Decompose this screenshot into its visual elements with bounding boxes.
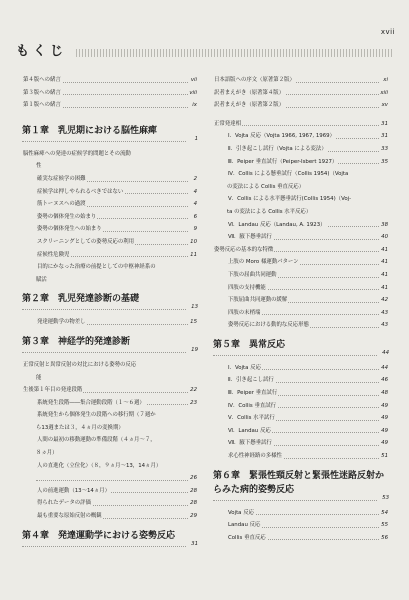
- toc-entry: [213, 282, 389, 295]
- chapter-leader: [22, 306, 198, 314]
- toc-entry-continuation: 能: [36, 374, 42, 381]
- toc-entry-text: Landau 反応: [227, 519, 261, 532]
- toc-entry: [22, 87, 198, 100]
- toc-entry-text: 症候学は押しやられるべきではない: [36, 186, 124, 199]
- toc-page-number: 31: [380, 118, 389, 131]
- toc-entry-continuation: ら13週または３，４ヵ月の変換期）: [36, 424, 124, 431]
- toc-page-number: xv: [381, 99, 389, 112]
- toc-page-number: 49: [380, 425, 389, 438]
- chapter-page-number: 44: [382, 349, 389, 356]
- toc-entry: [213, 400, 389, 413]
- toc-entry: [213, 193, 389, 206]
- toc-page-number: 54: [380, 507, 389, 520]
- toc-entry: [22, 384, 198, 397]
- leader-dots: [213, 500, 377, 501]
- toc-entry-text: Ⅵ．Landau 反応: [227, 425, 272, 438]
- toc-page-number: 41: [380, 269, 389, 282]
- toc-entry: [213, 507, 389, 520]
- toc-entry: [213, 387, 389, 400]
- toc-entry: [213, 374, 389, 387]
- toc-entry: [213, 219, 389, 232]
- toc-page-number: 28: [189, 485, 198, 498]
- toc-page-number: vii: [190, 74, 198, 87]
- toc-entry-text: 目的にかなった治療の前提としての中枢神経系の: [36, 261, 157, 274]
- toc-entry: [22, 148, 198, 161]
- toc-page-number: 35: [380, 156, 389, 169]
- leader-dots: [22, 546, 186, 547]
- toc-page-number: 28: [189, 497, 198, 510]
- toc-entry-continuation: 賦活: [36, 276, 47, 283]
- toc-page-number: 49: [380, 437, 389, 450]
- toc-entry: [22, 497, 198, 510]
- toc-chapter: [22, 124, 198, 146]
- toc-entry-text: 訳者まえがき（原著第４版）: [213, 87, 285, 100]
- toc-entry: [213, 156, 389, 169]
- toc-page-number: 26: [189, 472, 198, 485]
- toc-entry-text: Collis 垂直反応: [227, 532, 267, 545]
- chapter-title: 第１章 乳児期における脳性麻痺: [22, 125, 158, 136]
- toc-entry-text: 四肢の末梢端: [227, 307, 261, 320]
- toc-entry-text: Ⅴ．Collis 水平試行: [227, 412, 276, 425]
- toc-entry: [22, 249, 198, 262]
- toc-page-number: ix: [191, 99, 198, 112]
- toc-entry-text: Ⅰ．Vojta 反応: [227, 362, 262, 375]
- toc-entry-text: 人の直進化（立位化）（８，９ヵ月〜13，14ヵ月）: [36, 460, 162, 473]
- toc-entry: [22, 397, 198, 410]
- toc-entry: [22, 74, 198, 87]
- toc-entry: [213, 425, 389, 438]
- toc-entry: [22, 99, 198, 112]
- toc-entry-text: 日本語版への序文（原著第２版）: [213, 74, 296, 87]
- toc-entry-text: 正常発達相: [213, 118, 242, 131]
- toc-entry: [22, 409, 198, 422]
- toc-page-number: 9: [193, 223, 198, 236]
- toc-entry-continuation: 性: [36, 163, 42, 170]
- chapter-title: 第５章 異常反応: [213, 339, 286, 350]
- toc-entry-text: 系統発生から個体発生の段階への移行期（７週か: [36, 409, 157, 422]
- toc-page-number: 38: [380, 219, 389, 232]
- toc-page-number: 51: [380, 450, 389, 463]
- toc-page-number: 56: [380, 532, 389, 545]
- toc-entry: [213, 362, 389, 375]
- toc-left-column: [22, 74, 198, 553]
- toc-entry-text: 求心性神経路の多様性: [227, 450, 283, 463]
- toc-entry-text: 筋トーヌスへの過渡: [36, 198, 87, 211]
- toc-entry: [213, 307, 389, 320]
- toc-chapter: [22, 292, 198, 314]
- toc-entry: [213, 269, 389, 282]
- toc-entry-text: Vojta 反応: [227, 507, 255, 520]
- toc-entry: [213, 294, 389, 307]
- toc-entry-text: 発達運動学の物差し: [36, 316, 87, 329]
- toc-page-number: 43: [380, 307, 389, 320]
- toc-entry: [22, 198, 198, 211]
- toc-entry-text: 姿勢の個体発生の始まり: [36, 211, 97, 224]
- toc-page-number: 49: [380, 400, 389, 413]
- title-rule: [76, 49, 393, 57]
- toc-page-number: 41: [380, 256, 389, 269]
- toc-entry: [22, 510, 198, 523]
- toc-page-number: 33: [380, 143, 389, 156]
- toc-entry-text: Ⅰ．Vojta 反応（Vojta 1966, 1967, 1969）: [227, 130, 336, 143]
- chapter-leader: [22, 540, 198, 551]
- toc-entry-text: Ⅳ．Collis 垂直試行: [227, 400, 277, 413]
- toc-entry-text: 確実な症候学の困難: [36, 173, 87, 186]
- toc-entry-text: Ⅴ．Collis による水平懸垂試行(Collis 1954)（Voj-: [227, 193, 352, 206]
- toc-entry: [22, 261, 198, 274]
- toc-entry-text: Ⅱ．引き起こし試行（Vojta による変法）: [227, 143, 328, 156]
- toc-entry-text: Ⅶ．腋下懸垂試行: [227, 437, 273, 450]
- toc-chapter: [213, 338, 389, 360]
- leader-dots: [22, 309, 186, 310]
- chapter-page-number: 1: [194, 135, 198, 142]
- toc-entry-text: 四肢の支持機能: [227, 282, 267, 295]
- toc-entry-text: Ⅱ．引き起こし試行: [227, 374, 275, 387]
- toc-entry: [213, 319, 389, 332]
- toc-page-number: 2: [193, 173, 198, 186]
- toc-entry-text: 姿勢の個体発生への始まり: [36, 223, 103, 236]
- toc-chapter: [22, 529, 198, 551]
- toc-page-number: 44: [380, 362, 389, 375]
- toc-entry: [213, 74, 389, 87]
- toc-page-number: 11: [189, 249, 198, 262]
- chapter-title: 第６章 緊張性頸反射と緊張性迷路反射からみた病的姿勢反応: [213, 470, 385, 495]
- toc-entry-text: 人の前進運動（13〜14ヵ月）: [36, 485, 111, 498]
- toc-entry: [213, 130, 389, 143]
- toc-entry: [213, 256, 389, 269]
- toc-entry-text: 最も重要な原始反射の概観: [36, 510, 103, 523]
- chapter-title: 第３章 神経学的発達診断: [22, 336, 131, 347]
- chapter-title: 第４章 発達運動学における姿勢反応: [22, 530, 176, 541]
- toc-page-number: 29: [189, 510, 198, 523]
- toc-entry-text: 得られたデータの評価: [36, 497, 92, 510]
- toc-page-number: 49: [380, 412, 389, 425]
- toc-page-number: 43: [380, 319, 389, 332]
- chapter-page-number: 13: [191, 304, 198, 311]
- toc-page-number: 23: [189, 397, 198, 410]
- toc-entry: [213, 143, 389, 156]
- toc-separator: [22, 112, 198, 118]
- toc-page-number: 10: [189, 236, 198, 249]
- toc-entry-text: 生後第１年目の発達段階: [22, 384, 83, 397]
- toc-entry: [213, 231, 389, 244]
- toc-page-number: 40: [380, 231, 389, 244]
- toc-entry: [22, 472, 198, 485]
- toc-chapter: [22, 335, 198, 357]
- toc-entry-text: 第４版への緒言: [22, 74, 62, 87]
- toc-entry-text: 下肢の屈曲共同運動: [227, 269, 278, 282]
- toc-entry-continuation: ta の変法による Collis 水平反応）: [227, 208, 312, 215]
- toc-page-number: 4: [193, 186, 198, 199]
- toc-entry: [22, 186, 198, 199]
- toc-entry-text: Ⅵ．Landau 反応（Landau, A. 1923）: [227, 219, 327, 232]
- toc-entry: [22, 223, 198, 236]
- toc-page-number: 41: [380, 282, 389, 295]
- toc-page-number: 22: [189, 384, 198, 397]
- toc-entry: [22, 460, 198, 473]
- toc-entry-text: 人間の最初の移動運動の準備段階（４ヵ月〜７，: [36, 434, 157, 447]
- toc-page-number: 46: [380, 374, 389, 387]
- toc-entry: [213, 532, 389, 545]
- toc-page-number: 4: [193, 198, 198, 211]
- toc-entry: [22, 316, 198, 329]
- toc-entry-text: 下肢屈曲共同運動の緩解: [227, 294, 288, 307]
- toc-entry-text: Ⅲ．Peiper 垂直試行: [227, 387, 278, 400]
- toc-entry-text: 姿勢反応の基本的な特徴: [213, 244, 274, 257]
- toc-entry: [22, 236, 198, 249]
- toc-right-column: [213, 74, 389, 544]
- toc-entry: [213, 412, 389, 425]
- page-number: xvii: [380, 28, 395, 36]
- toc-entry-text: 第３版への緒言: [22, 87, 62, 100]
- toc-page-number: 31: [380, 130, 389, 143]
- toc-entry-text: Ⅶ．腋下懸垂試行: [227, 231, 273, 244]
- toc-entry: [213, 244, 389, 257]
- chapter-page-number: 31: [191, 540, 198, 547]
- toc-entry: [22, 173, 198, 186]
- toc-entry-text: 訳者まえがき（原著第２版）: [213, 99, 285, 112]
- toc-page-number: 15: [189, 316, 198, 329]
- toc-entry-text: Ⅳ．Collis による懸垂試行（Collis 1954)（Vojta: [227, 168, 349, 181]
- toc-page-number: xiii: [379, 87, 389, 100]
- toc-entry-text: Ⅲ．Peiper 垂直試行（Peiper-Isbert 1927）: [227, 156, 338, 169]
- toc-entry-text: 上肢の Moro 様運動パターン: [227, 256, 300, 269]
- leader-dots: [22, 141, 186, 142]
- leader-dots: [22, 352, 186, 353]
- leader-dots: [213, 355, 377, 356]
- chapter-page-number: 19: [191, 346, 198, 353]
- toc-page-number: xi: [382, 74, 389, 87]
- toc-entry-text: 第１版への緒言: [22, 99, 62, 112]
- toc-entry-text: スクリーニングとしての姿勢反応の利用: [36, 236, 135, 249]
- toc-entry: [22, 211, 198, 224]
- title-row: [16, 38, 393, 62]
- toc-entry: [213, 519, 389, 532]
- toc-entry: [22, 434, 198, 447]
- toc-entry: [22, 359, 198, 372]
- toc-entry-text: 症候性危険児: [36, 249, 70, 262]
- toc-page-number: 48: [380, 387, 389, 400]
- toc-entry: [213, 450, 389, 463]
- chapter-leader: [213, 494, 389, 505]
- toc-entry: [213, 87, 389, 100]
- toc-entry-text: 脳性麻痺への発達の症候学的問題とその流動: [22, 148, 132, 161]
- chapter-leader: [22, 135, 198, 146]
- leader-dots: [36, 480, 188, 481]
- toc-entry-text: 系統発生段階――集合運動段階（１〜６週）: [36, 397, 146, 410]
- page-title: もくじ: [16, 44, 68, 59]
- toc-entry-continuation: ８ヵ月）: [36, 450, 58, 457]
- toc-entry: [213, 118, 389, 131]
- chapter-leader: [22, 346, 198, 357]
- toc-entry: [213, 99, 389, 112]
- chapter-title: 第２章 乳児発達診断の基礎: [22, 294, 140, 305]
- chapter-page-number: 53: [382, 494, 389, 501]
- toc-entry-text: 正常反射と異常反射の対比における姿勢の反応: [22, 359, 137, 372]
- toc-page-number: 6: [193, 211, 198, 224]
- chapter-leader: [213, 349, 389, 360]
- toc-entry: [22, 485, 198, 498]
- toc-entry-text: 姿勢反応における動的な反応形態: [227, 319, 310, 332]
- toc-entry-continuation: の変法による Collis 垂直反応）: [227, 183, 305, 190]
- toc-page-number: 42: [380, 294, 389, 307]
- toc-page-number: 41: [380, 244, 389, 257]
- toc-entry: [213, 168, 389, 181]
- toc-entry: [213, 437, 389, 450]
- toc-chapter: [213, 469, 389, 505]
- toc-page-number: viii: [188, 87, 198, 100]
- toc-page-number: 55: [380, 519, 389, 532]
